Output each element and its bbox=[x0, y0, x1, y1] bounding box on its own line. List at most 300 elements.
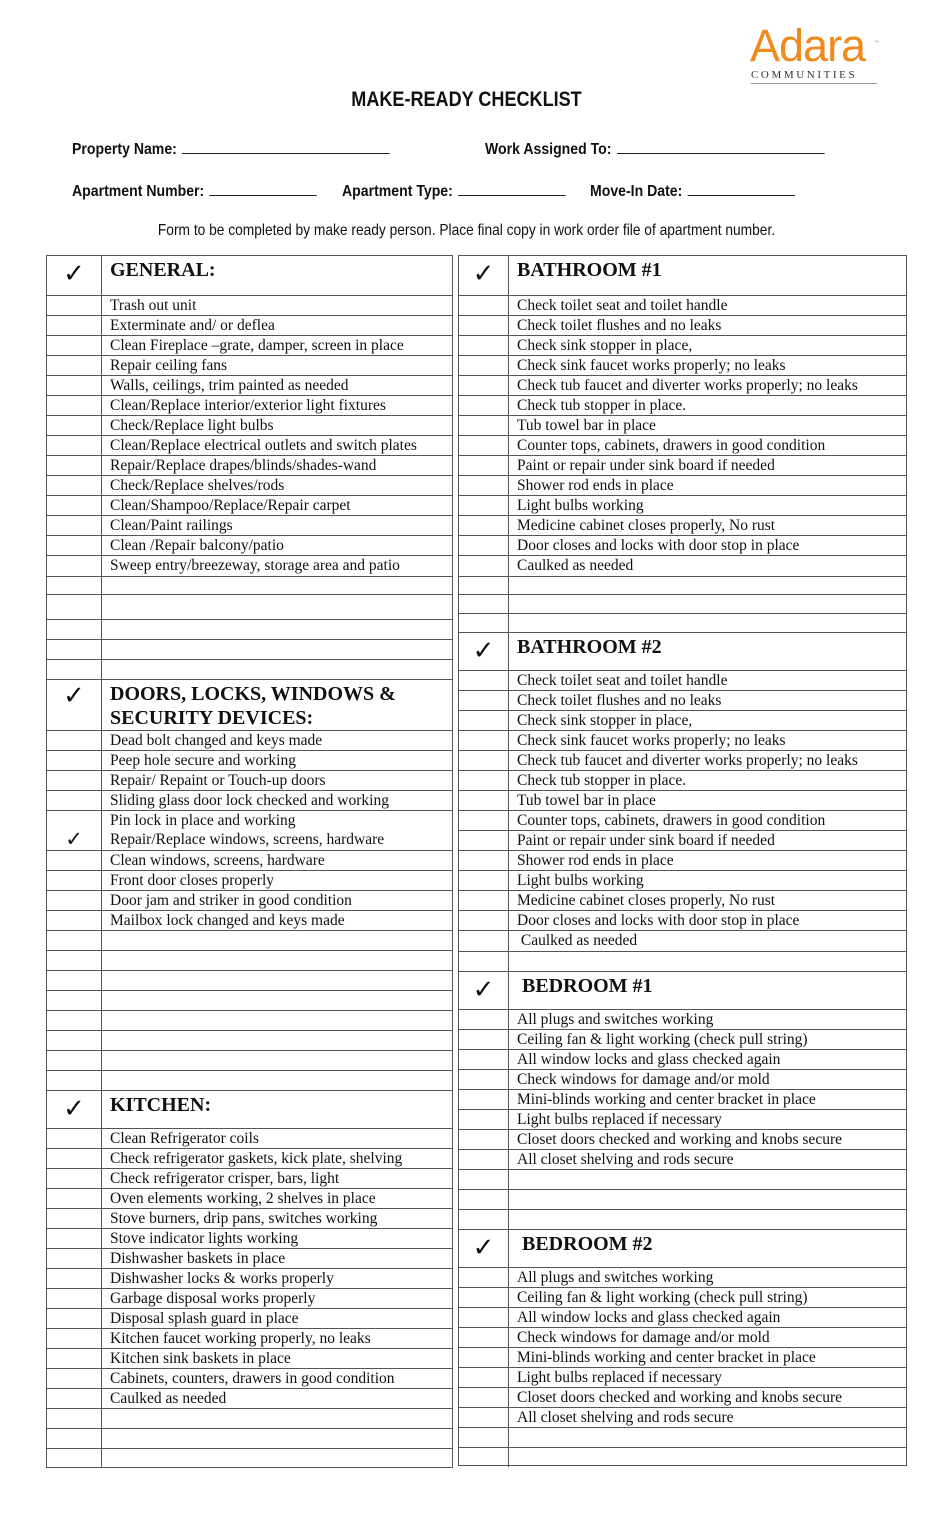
item-label: Mailbox lock changed and keys made bbox=[110, 912, 345, 929]
item-label: Garbage disposal works properly bbox=[110, 1290, 316, 1307]
blank-row bbox=[459, 1189, 906, 1209]
check-box-cell[interactable] bbox=[47, 396, 102, 415]
item-label: All plugs and switches working bbox=[517, 1269, 714, 1286]
property-name-input-line[interactable] bbox=[182, 139, 390, 154]
checklist-row bbox=[47, 1288, 452, 1308]
check-box-cell[interactable] bbox=[47, 316, 102, 335]
item-label: Check tub faucet and diverter works properly; no leaks bbox=[517, 377, 858, 394]
checklist-row bbox=[459, 870, 906, 890]
work-assigned-to-field[interactable] bbox=[485, 139, 824, 159]
apartment-type-label: Apartment Type: bbox=[342, 183, 453, 200]
item-label: Check sink faucet works properly; no leaks bbox=[517, 357, 786, 374]
check-box-cell[interactable] bbox=[47, 1289, 102, 1308]
check-box-cell[interactable] bbox=[47, 1349, 102, 1368]
blank-row bbox=[459, 1169, 906, 1189]
checklist-row bbox=[459, 670, 906, 690]
check-box-cell[interactable] bbox=[47, 660, 102, 679]
check-box-cell[interactable] bbox=[47, 476, 102, 495]
checklist-row bbox=[459, 890, 906, 910]
blank-row bbox=[47, 930, 452, 950]
left-checklist-table bbox=[46, 255, 453, 1468]
checklist-row bbox=[47, 395, 452, 415]
checklist-row bbox=[47, 827, 452, 851]
checklist-row bbox=[459, 730, 906, 750]
check-box-cell[interactable] bbox=[459, 671, 509, 690]
check-box-cell[interactable] bbox=[459, 1170, 509, 1189]
check-box-cell[interactable] bbox=[47, 1209, 102, 1228]
checklist-row bbox=[47, 1268, 452, 1288]
check-box-cell[interactable] bbox=[47, 951, 102, 970]
checklist-row bbox=[459, 395, 906, 415]
move-in-date-field[interactable] bbox=[590, 181, 795, 201]
item-label: Clean/Replace electrical outlets and switch plates bbox=[110, 437, 417, 454]
check-box-cell[interactable] bbox=[47, 1449, 102, 1468]
apartment-number-label: Apartment Number: bbox=[72, 183, 205, 200]
check-box-cell[interactable] bbox=[47, 416, 102, 435]
item-label: Door closes and locks with door stop in place bbox=[517, 912, 800, 929]
item-label: Front door closes properly bbox=[110, 872, 275, 889]
checklist-row bbox=[459, 1149, 906, 1169]
check-box-cell[interactable] bbox=[459, 396, 509, 415]
checklist-row bbox=[459, 810, 906, 830]
checklist-row bbox=[459, 375, 906, 395]
item-label: Cabinets, counters, drawers in good condition bbox=[110, 1370, 395, 1387]
check-box-cell[interactable] bbox=[47, 731, 102, 750]
check-box-cell[interactable] bbox=[459, 831, 509, 850]
item-label: Check toilet flushes and no leaks bbox=[517, 317, 722, 334]
check-box-cell[interactable] bbox=[459, 436, 509, 455]
blank-row bbox=[47, 639, 452, 659]
section-header-bathroom-2 bbox=[459, 632, 906, 670]
checklist-row bbox=[47, 1168, 452, 1188]
checklist-row bbox=[47, 1368, 452, 1388]
check-box-cell[interactable] bbox=[459, 1190, 509, 1209]
check-box-cell[interactable] bbox=[47, 536, 102, 555]
check-box-cell[interactable] bbox=[47, 595, 102, 619]
item-label: Pin lock in place and working bbox=[110, 812, 296, 829]
blank-row bbox=[47, 576, 452, 594]
checkmark-icon: ✓ bbox=[63, 1094, 85, 1124]
check-box-cell[interactable] bbox=[459, 851, 509, 870]
check-box-cell[interactable] bbox=[47, 577, 102, 594]
checklist-row bbox=[47, 1308, 452, 1328]
check-box-cell[interactable] bbox=[459, 1348, 509, 1367]
item-label: Check toilet flushes and no leaks bbox=[517, 692, 722, 709]
check-box-cell[interactable] bbox=[459, 516, 509, 535]
check-box-cell[interactable] bbox=[459, 1130, 509, 1149]
checklist-row bbox=[47, 455, 452, 475]
section-header-general bbox=[47, 256, 452, 295]
checklist-row bbox=[47, 770, 452, 790]
check-box-cell[interactable] bbox=[47, 871, 102, 890]
check-box-cell[interactable] bbox=[459, 691, 509, 710]
move-in-date-label: Move-In Date: bbox=[590, 183, 683, 200]
check-box-cell[interactable] bbox=[47, 356, 102, 375]
item-label: Mini-blinds working and center bracket in place bbox=[517, 1091, 816, 1108]
item-label: Sweep entry/breezeway, storage area and patio bbox=[110, 557, 400, 574]
check-box-cell[interactable] bbox=[47, 1329, 102, 1348]
item-label: All window locks and glass checked again bbox=[517, 1051, 781, 1068]
checklist-row bbox=[459, 295, 906, 315]
section-title: GENERAL: bbox=[110, 259, 216, 281]
checklist-row bbox=[459, 1327, 906, 1347]
check-box-cell[interactable] bbox=[47, 1051, 102, 1070]
section-header-doors-locks-windows bbox=[47, 679, 452, 730]
check-box-cell[interactable] bbox=[47, 516, 102, 535]
section-title bbox=[110, 682, 396, 730]
check-box-cell[interactable] bbox=[459, 1388, 509, 1407]
check-box-cell[interactable] bbox=[47, 456, 102, 475]
checklist-row bbox=[459, 1049, 906, 1069]
checklist-row bbox=[459, 535, 906, 555]
check-box-cell[interactable] bbox=[47, 556, 102, 576]
blank-row bbox=[459, 613, 906, 632]
check-box-cell[interactable] bbox=[459, 1268, 509, 1287]
check-box-cell[interactable] bbox=[459, 316, 509, 335]
check-box-cell[interactable] bbox=[459, 296, 509, 315]
checklist-row bbox=[459, 1069, 906, 1089]
checklist-row bbox=[459, 1009, 906, 1029]
check-box-cell[interactable] bbox=[47, 1409, 102, 1428]
check-box-cell[interactable] bbox=[47, 680, 102, 730]
item-label: Paint or repair under sink board if needed bbox=[517, 832, 775, 849]
check-box-cell[interactable] bbox=[459, 771, 509, 790]
check-box-cell[interactable] bbox=[47, 911, 102, 930]
checklist-row bbox=[47, 750, 452, 770]
check-box-cell[interactable] bbox=[459, 711, 509, 730]
section-title-line-1: DOORS, LOCKS, WINDOWS & bbox=[110, 683, 396, 705]
item-label: Trash out unit bbox=[110, 297, 197, 314]
check-box-cell[interactable] bbox=[47, 827, 102, 851]
check-box-cell[interactable] bbox=[459, 536, 509, 555]
check-box-cell[interactable] bbox=[459, 595, 509, 613]
check-box-cell[interactable] bbox=[47, 1129, 102, 1148]
item-label: All closet shelving and rods secure bbox=[517, 1151, 734, 1168]
checklist-row bbox=[459, 930, 906, 951]
check-box-cell[interactable] bbox=[459, 1428, 509, 1447]
check-box-cell[interactable] bbox=[459, 1150, 509, 1169]
work-assigned-to-label: Work Assigned To: bbox=[485, 141, 612, 158]
check-box-cell[interactable] bbox=[459, 1210, 509, 1229]
apartment-type-input-line[interactable] bbox=[458, 181, 565, 196]
check-box-cell[interactable] bbox=[47, 620, 102, 639]
check-box-cell[interactable] bbox=[47, 791, 102, 810]
section-header-kitchen bbox=[47, 1090, 452, 1128]
item-label: Check sink faucet works properly; no leaks bbox=[517, 732, 786, 749]
item-label: Check toilet seat and toilet handle bbox=[517, 297, 728, 314]
item-label: Door jam and striker in good condition bbox=[110, 892, 352, 909]
check-box-cell[interactable] bbox=[47, 851, 102, 870]
check-box-cell[interactable] bbox=[47, 640, 102, 659]
checklist-row bbox=[459, 1367, 906, 1387]
logo-wordmark: Adara bbox=[750, 20, 866, 71]
work-assigned-to-input-line[interactable] bbox=[617, 139, 825, 154]
checklist-row bbox=[459, 1387, 906, 1407]
item-label: Paint or repair under sink board if needed bbox=[517, 457, 775, 474]
item-label: Peep hole secure and working bbox=[110, 752, 296, 769]
apartment-number-input-line[interactable] bbox=[209, 181, 316, 196]
check-box-cell[interactable] bbox=[459, 791, 509, 810]
checklist-row bbox=[47, 910, 452, 930]
blank-row bbox=[459, 594, 906, 613]
checklist-row bbox=[47, 535, 452, 555]
checkmark-icon: ✓ bbox=[65, 827, 83, 851]
item-label: Medicine cabinet closes properly, No rust bbox=[517, 892, 776, 909]
checklist-row bbox=[459, 770, 906, 790]
check-box-cell[interactable] bbox=[459, 891, 509, 910]
check-box-cell[interactable] bbox=[459, 456, 509, 475]
checklist-row bbox=[459, 455, 906, 475]
checklist-row bbox=[47, 515, 452, 535]
item-label: Dead bolt changed and keys made bbox=[110, 732, 323, 749]
check-box-cell[interactable] bbox=[47, 1269, 102, 1288]
checklist-row bbox=[459, 910, 906, 930]
checklist-row bbox=[47, 335, 452, 355]
blank-row bbox=[47, 1408, 452, 1428]
check-box-cell[interactable] bbox=[459, 416, 509, 435]
check-box-cell[interactable] bbox=[459, 556, 509, 576]
check-box-cell[interactable] bbox=[459, 633, 509, 670]
item-label: Clean/Paint railings bbox=[110, 517, 233, 534]
item-label: Kitchen sink baskets in place bbox=[110, 1350, 291, 1367]
item-label: Check sink stopper in place, bbox=[517, 712, 693, 729]
check-box-cell[interactable] bbox=[459, 1070, 509, 1089]
blank-row bbox=[47, 970, 452, 990]
item-label: Repair ceiling fans bbox=[110, 357, 228, 374]
checklist-row bbox=[47, 870, 452, 890]
item-label: Kitchen faucet working properly, no leaks bbox=[110, 1330, 371, 1347]
item-label: Oven elements working, 2 shelves in place bbox=[110, 1190, 376, 1207]
checklist-row bbox=[459, 415, 906, 435]
checklist-row bbox=[47, 1328, 452, 1348]
item-label: Shower rod ends in place bbox=[517, 477, 674, 494]
item-label: Counter tops, cabinets, drawers in good condition bbox=[517, 812, 826, 829]
check-box-cell[interactable] bbox=[459, 931, 509, 951]
item-label: Caulked as needed bbox=[110, 1390, 227, 1407]
check-box-cell[interactable] bbox=[459, 1328, 509, 1347]
checklist-row bbox=[47, 435, 452, 455]
check-box-cell[interactable] bbox=[47, 1149, 102, 1168]
check-box-cell[interactable] bbox=[47, 931, 102, 950]
blank-row bbox=[47, 1428, 452, 1448]
checklist-row bbox=[459, 495, 906, 515]
item-label: Light bulbs working bbox=[517, 872, 644, 889]
checklist-row bbox=[459, 1267, 906, 1287]
item-label: Medicine cabinet closes properly, No rust bbox=[517, 517, 776, 534]
apartment-type-field[interactable] bbox=[342, 181, 565, 201]
checkmark-icon: ✓ bbox=[472, 1233, 495, 1263]
checklist-row bbox=[47, 790, 452, 810]
check-box-cell[interactable] bbox=[459, 496, 509, 515]
blank-row bbox=[459, 951, 906, 971]
check-box-cell[interactable] bbox=[459, 972, 509, 1009]
check-box-cell[interactable] bbox=[47, 1091, 102, 1128]
checklist-row bbox=[47, 1388, 452, 1408]
checklist-row bbox=[47, 1188, 452, 1208]
check-box-cell[interactable] bbox=[459, 871, 509, 890]
section-title: KITCHEN: bbox=[110, 1094, 212, 1116]
check-box-cell[interactable] bbox=[459, 1110, 509, 1129]
check-box-cell[interactable] bbox=[459, 476, 509, 495]
check-box-cell[interactable] bbox=[459, 1090, 509, 1109]
check-box-cell[interactable] bbox=[47, 771, 102, 790]
item-label: Check refrigerator crisper, bars, light bbox=[110, 1170, 340, 1187]
item-label: Check tub stopper in place. bbox=[517, 772, 687, 789]
checklist-row bbox=[459, 1089, 906, 1109]
checklist-row bbox=[459, 475, 906, 495]
check-box-cell[interactable] bbox=[47, 1309, 102, 1328]
checklist-row bbox=[459, 1129, 906, 1149]
apartment-number-field[interactable] bbox=[72, 181, 317, 201]
move-in-date-input-line[interactable] bbox=[688, 181, 795, 196]
item-label: Disposal splash guard in place bbox=[110, 1310, 299, 1327]
check-box-cell[interactable] bbox=[459, 336, 509, 355]
check-box-cell[interactable] bbox=[459, 952, 509, 971]
check-box-cell[interactable] bbox=[459, 376, 509, 395]
adara-communities-logo bbox=[748, 20, 883, 86]
item-label: Check/Replace light bulbs bbox=[110, 417, 274, 434]
check-box-cell[interactable] bbox=[459, 1030, 509, 1049]
item-label: Check refrigerator gaskets, kick plate, shelving bbox=[110, 1150, 403, 1167]
item-label: Clean windows, screens, hardware bbox=[110, 852, 325, 869]
check-box-cell[interactable] bbox=[459, 1288, 509, 1307]
section-title: BEDROOM #1 bbox=[517, 975, 653, 997]
item-label: Shower rod ends in place bbox=[517, 852, 674, 869]
item-label: Clean/Shampoo/Replace/Repair carpet bbox=[110, 497, 351, 514]
blank-row bbox=[47, 950, 452, 970]
check-box-cell[interactable] bbox=[459, 356, 509, 375]
check-box-cell[interactable] bbox=[47, 436, 102, 455]
item-label: Ceiling fan & light working (check pull string) bbox=[517, 1031, 808, 1048]
check-box-cell[interactable] bbox=[459, 811, 509, 830]
checkmark-icon: ✓ bbox=[63, 259, 85, 289]
blank-row bbox=[47, 594, 452, 619]
check-box-cell[interactable] bbox=[459, 1308, 509, 1327]
item-label: Ceiling fan & light working (check pull string) bbox=[517, 1289, 808, 1306]
check-box-cell[interactable] bbox=[47, 1249, 102, 1268]
property-name-field[interactable] bbox=[72, 139, 390, 159]
item-label: Check sink stopper in place, bbox=[517, 337, 693, 354]
page-title: MAKE-READY CHECKLIST bbox=[351, 88, 582, 111]
check-box-cell[interactable] bbox=[47, 1429, 102, 1448]
check-box-cell[interactable] bbox=[47, 336, 102, 355]
section-header-bedroom-1 bbox=[459, 971, 906, 1009]
checklist-row bbox=[47, 730, 452, 750]
item-label: Mini-blinds working and center bracket in place bbox=[517, 1349, 816, 1366]
check-box-cell[interactable] bbox=[459, 614, 509, 632]
item-label: Caulked as needed bbox=[517, 932, 638, 949]
item-label: Clean Fireplace –grate, damper, screen in place bbox=[110, 337, 404, 354]
checklist-row bbox=[47, 1348, 452, 1368]
check-box-cell[interactable] bbox=[47, 891, 102, 910]
section-title: BATHROOM #1 bbox=[517, 259, 662, 281]
property-name-label: Property Name: bbox=[72, 141, 177, 158]
check-box-cell[interactable] bbox=[459, 1050, 509, 1069]
item-label: Tub towel bar in place bbox=[517, 417, 656, 434]
checklist-row bbox=[47, 1248, 452, 1268]
check-box-cell[interactable] bbox=[459, 577, 509, 594]
check-box-cell[interactable] bbox=[47, 1229, 102, 1248]
check-box-cell[interactable] bbox=[459, 1448, 509, 1467]
checklist-row bbox=[459, 1287, 906, 1307]
item-label: Repair/Replace windows, screens, hardware bbox=[110, 831, 385, 848]
checklist-row bbox=[459, 790, 906, 810]
blank-row bbox=[47, 619, 452, 639]
checklist-row bbox=[47, 1148, 452, 1168]
checklist-row bbox=[459, 1029, 906, 1049]
item-label: Check toilet seat and toilet handle bbox=[517, 672, 728, 689]
blank-row bbox=[47, 1030, 452, 1050]
check-box-cell[interactable] bbox=[47, 1071, 102, 1090]
check-box-cell[interactable] bbox=[459, 1368, 509, 1387]
item-label: Stove burners, drip pans, switches working bbox=[110, 1210, 378, 1227]
blank-row bbox=[459, 1447, 906, 1467]
check-box-cell[interactable] bbox=[459, 256, 509, 295]
checklist-row bbox=[47, 495, 452, 515]
check-box-cell[interactable] bbox=[459, 911, 509, 930]
checklist-row bbox=[459, 515, 906, 535]
blank-row bbox=[459, 1427, 906, 1447]
check-box-cell[interactable] bbox=[459, 1010, 509, 1029]
checklist-row bbox=[47, 1228, 452, 1248]
check-box-cell[interactable] bbox=[47, 256, 102, 295]
checklist-row bbox=[47, 375, 452, 395]
item-label: Counter tops, cabinets, drawers in good condition bbox=[517, 437, 826, 454]
check-box-cell[interactable] bbox=[459, 1408, 509, 1427]
checklist-row bbox=[47, 1128, 452, 1148]
check-box-cell[interactable] bbox=[459, 751, 509, 770]
section-title: BATHROOM #2 bbox=[517, 636, 662, 658]
item-label: Dishwasher baskets in place bbox=[110, 1250, 286, 1267]
item-label: Door closes and locks with door stop in place bbox=[517, 537, 800, 554]
check-box-cell[interactable] bbox=[47, 1031, 102, 1050]
check-box-cell[interactable] bbox=[47, 1169, 102, 1188]
item-label: Closet doors checked and working and knobs secure bbox=[517, 1131, 842, 1148]
check-box-cell[interactable] bbox=[47, 1369, 102, 1388]
check-box-cell[interactable] bbox=[47, 1189, 102, 1208]
blank-row bbox=[459, 1209, 906, 1229]
item-label: Check windows for damage and/or mold bbox=[517, 1071, 770, 1088]
check-box-cell[interactable] bbox=[47, 1011, 102, 1030]
checklist-row bbox=[47, 415, 452, 435]
checklist-row bbox=[459, 335, 906, 355]
item-label: All closet shelving and rods secure bbox=[517, 1409, 734, 1426]
item-label: Light bulbs replaced if necessary bbox=[517, 1369, 722, 1386]
logo-underline bbox=[751, 83, 877, 84]
section-header-bedroom-2 bbox=[459, 1229, 906, 1267]
checklist-row bbox=[459, 710, 906, 730]
blank-row bbox=[47, 1070, 452, 1090]
item-label: Clean/Replace interior/exterior light fixtures bbox=[110, 397, 386, 414]
check-box-cell[interactable] bbox=[47, 971, 102, 990]
check-box-cell[interactable] bbox=[47, 991, 102, 1010]
checkmark-icon: ✓ bbox=[472, 975, 495, 1005]
instructions-note: Form to be completed by make ready person. Place final copy in work order file of apartment number. bbox=[157, 222, 776, 239]
check-box-cell[interactable] bbox=[47, 376, 102, 395]
check-box-cell[interactable] bbox=[47, 1389, 102, 1408]
blank-row bbox=[47, 990, 452, 1010]
check-box-cell[interactable] bbox=[47, 496, 102, 515]
checkmark-icon: ✓ bbox=[472, 259, 495, 289]
check-box-cell[interactable] bbox=[459, 731, 509, 750]
checklist-row bbox=[459, 1109, 906, 1129]
check-box-cell[interactable] bbox=[459, 1230, 509, 1267]
check-box-cell[interactable] bbox=[47, 296, 102, 315]
check-box-cell[interactable] bbox=[47, 751, 102, 770]
item-label: Check tub stopper in place. bbox=[517, 397, 687, 414]
item-label: Closet doors checked and working and knobs secure bbox=[517, 1389, 842, 1406]
checklist-row bbox=[47, 1208, 452, 1228]
